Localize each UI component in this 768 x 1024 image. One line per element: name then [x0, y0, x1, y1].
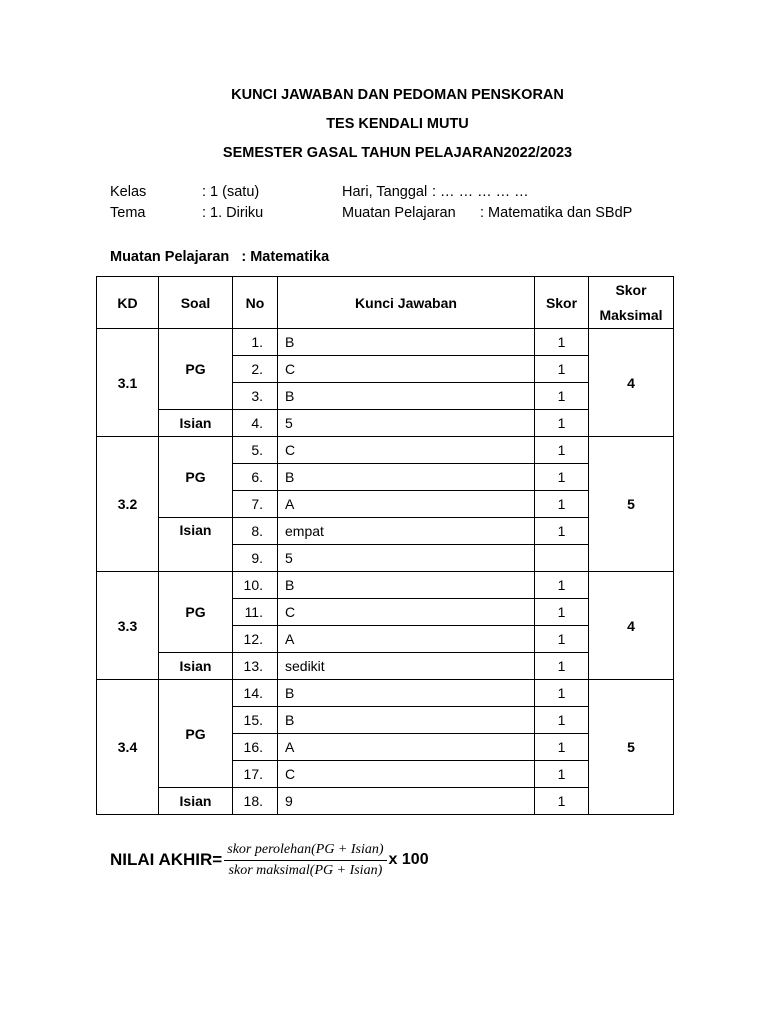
hari-label: Hari, Tanggal [342, 184, 428, 200]
title-line-2: TES KENDALI MUTU [326, 116, 469, 132]
soal-isian-cell: Isian [159, 788, 233, 815]
soal-pg-cell: PG [159, 572, 233, 653]
kelas-value: : 1 (satu) [202, 184, 260, 200]
score-cell: 1 [535, 329, 589, 356]
no-cell: 13. [233, 653, 278, 680]
kd-cell: 3.3 [97, 572, 159, 680]
no-cell: 5. [233, 437, 278, 464]
no-cell: 12. [233, 626, 278, 653]
score-cell: 1 [535, 518, 589, 545]
no-cell: 6. [233, 464, 278, 491]
muatan-value: : Matematika dan SBdP [480, 205, 633, 221]
score-cell: 1 [535, 653, 589, 680]
table-row [97, 572, 674, 599]
answer-cell: C [278, 761, 535, 788]
answer-cell: sedikit [278, 653, 535, 680]
document-title [0, 84, 768, 171]
score-cell: 1 [535, 599, 589, 626]
score-cell: 1 [535, 491, 589, 518]
table-row [97, 410, 674, 437]
score-cell: 1 [535, 410, 589, 437]
soal-pg-cell: PG [159, 680, 233, 788]
table-row [97, 518, 674, 545]
formula-denominator: skor maksimal(PG + Isian) [228, 862, 383, 878]
score-cell: 1 [535, 707, 589, 734]
answer-cell: B [278, 572, 535, 599]
score-cell: 1 [535, 734, 589, 761]
kelas-label: Kelas [110, 184, 147, 200]
answer-cell: B [278, 383, 535, 410]
score-cell: 1 [535, 464, 589, 491]
header-skor-maks-line-1: Skor [615, 281, 647, 298]
answer-cell: 5 [278, 545, 535, 572]
formula-fraction [224, 842, 386, 879]
hari-value: : … … … … … [432, 184, 529, 200]
score-cell: 1 [535, 680, 589, 707]
score-cell: 1 [535, 761, 589, 788]
answer-cell: B [278, 680, 535, 707]
header-skor: Skor [535, 277, 589, 329]
header-kunci: Kunci Jawaban [278, 277, 535, 329]
header-kd: KD [97, 277, 159, 329]
score-cell: 1 [535, 788, 589, 815]
no-cell: 8. [233, 518, 278, 545]
formula-label: NILAI AKHIR= [110, 850, 223, 869]
table-row [97, 680, 674, 707]
answer-cell: B [278, 329, 535, 356]
tema-value: : 1. Diriku [202, 205, 264, 221]
table-header-row [97, 277, 674, 329]
answer-key-table [96, 276, 674, 815]
soal-pg-cell: PG [159, 437, 233, 518]
no-cell: 17. [233, 761, 278, 788]
header-skor-maks-line-2: Maksimal [599, 306, 663, 323]
final-score-formula [110, 838, 429, 882]
max-score-cell: 5 [589, 437, 674, 572]
kd-cell: 3.2 [97, 437, 159, 572]
tema-label: Tema [110, 205, 146, 221]
answer-cell: A [278, 734, 535, 761]
score-cell [535, 545, 589, 572]
soal-isian-cell: Isian [159, 653, 233, 680]
no-cell: 4. [233, 410, 278, 437]
kd-cell: 3.1 [97, 329, 159, 437]
answer-cell: A [278, 626, 535, 653]
answer-cell: C [278, 356, 535, 383]
answer-cell: empat [278, 518, 535, 545]
formula-multiplier: x 100 [388, 851, 429, 868]
header-skor-maksimal [589, 277, 674, 329]
muatan-label: Muatan Pelajaran [342, 205, 456, 221]
kd-cell: 3.4 [97, 680, 159, 815]
no-cell: 1. [233, 329, 278, 356]
max-score-cell: 4 [589, 329, 674, 437]
no-cell: 15. [233, 707, 278, 734]
no-cell: 18. [233, 788, 278, 815]
answer-cell: 9 [278, 788, 535, 815]
answer-cell: B [278, 707, 535, 734]
soal-isian-cell: Isian [159, 518, 233, 572]
answer-cell: B [278, 464, 535, 491]
score-cell: 1 [535, 437, 589, 464]
soal-isian-cell: Isian [159, 410, 233, 437]
header-soal: Soal [159, 277, 233, 329]
table-row [97, 653, 674, 680]
score-cell: 1 [535, 383, 589, 410]
score-cell: 1 [535, 572, 589, 599]
section-label: Muatan Pelajaran : Matematika [110, 249, 330, 265]
score-cell: 1 [535, 356, 589, 383]
answer-cell: C [278, 599, 535, 626]
no-cell: 9. [233, 545, 278, 572]
no-cell: 14. [233, 680, 278, 707]
title-line-3: SEMESTER GASAL TAHUN PELAJARAN2022/2023 [222, 145, 573, 161]
table-row [97, 437, 674, 464]
max-score-cell: 5 [589, 680, 674, 815]
title-line-1: KUNCI JAWABAN DAN PEDOMAN PENSKORAN [231, 87, 564, 103]
no-cell: 10. [233, 572, 278, 599]
formula-numerator: skor perolehan(PG + Isian) [224, 842, 386, 861]
score-cell: 1 [535, 626, 589, 653]
header-no: No [233, 277, 278, 329]
table-row [97, 788, 674, 815]
no-cell: 2. [233, 356, 278, 383]
no-cell: 11. [233, 599, 278, 626]
no-cell: 7. [233, 491, 278, 518]
max-score-cell: 4 [589, 572, 674, 680]
no-cell: 3. [233, 383, 278, 410]
answer-cell: 5 [278, 410, 535, 437]
soal-pg-cell: PG [159, 329, 233, 410]
table-row [97, 329, 674, 356]
no-cell: 16. [233, 734, 278, 761]
answer-cell: A [278, 491, 535, 518]
answer-cell: C [278, 437, 535, 464]
